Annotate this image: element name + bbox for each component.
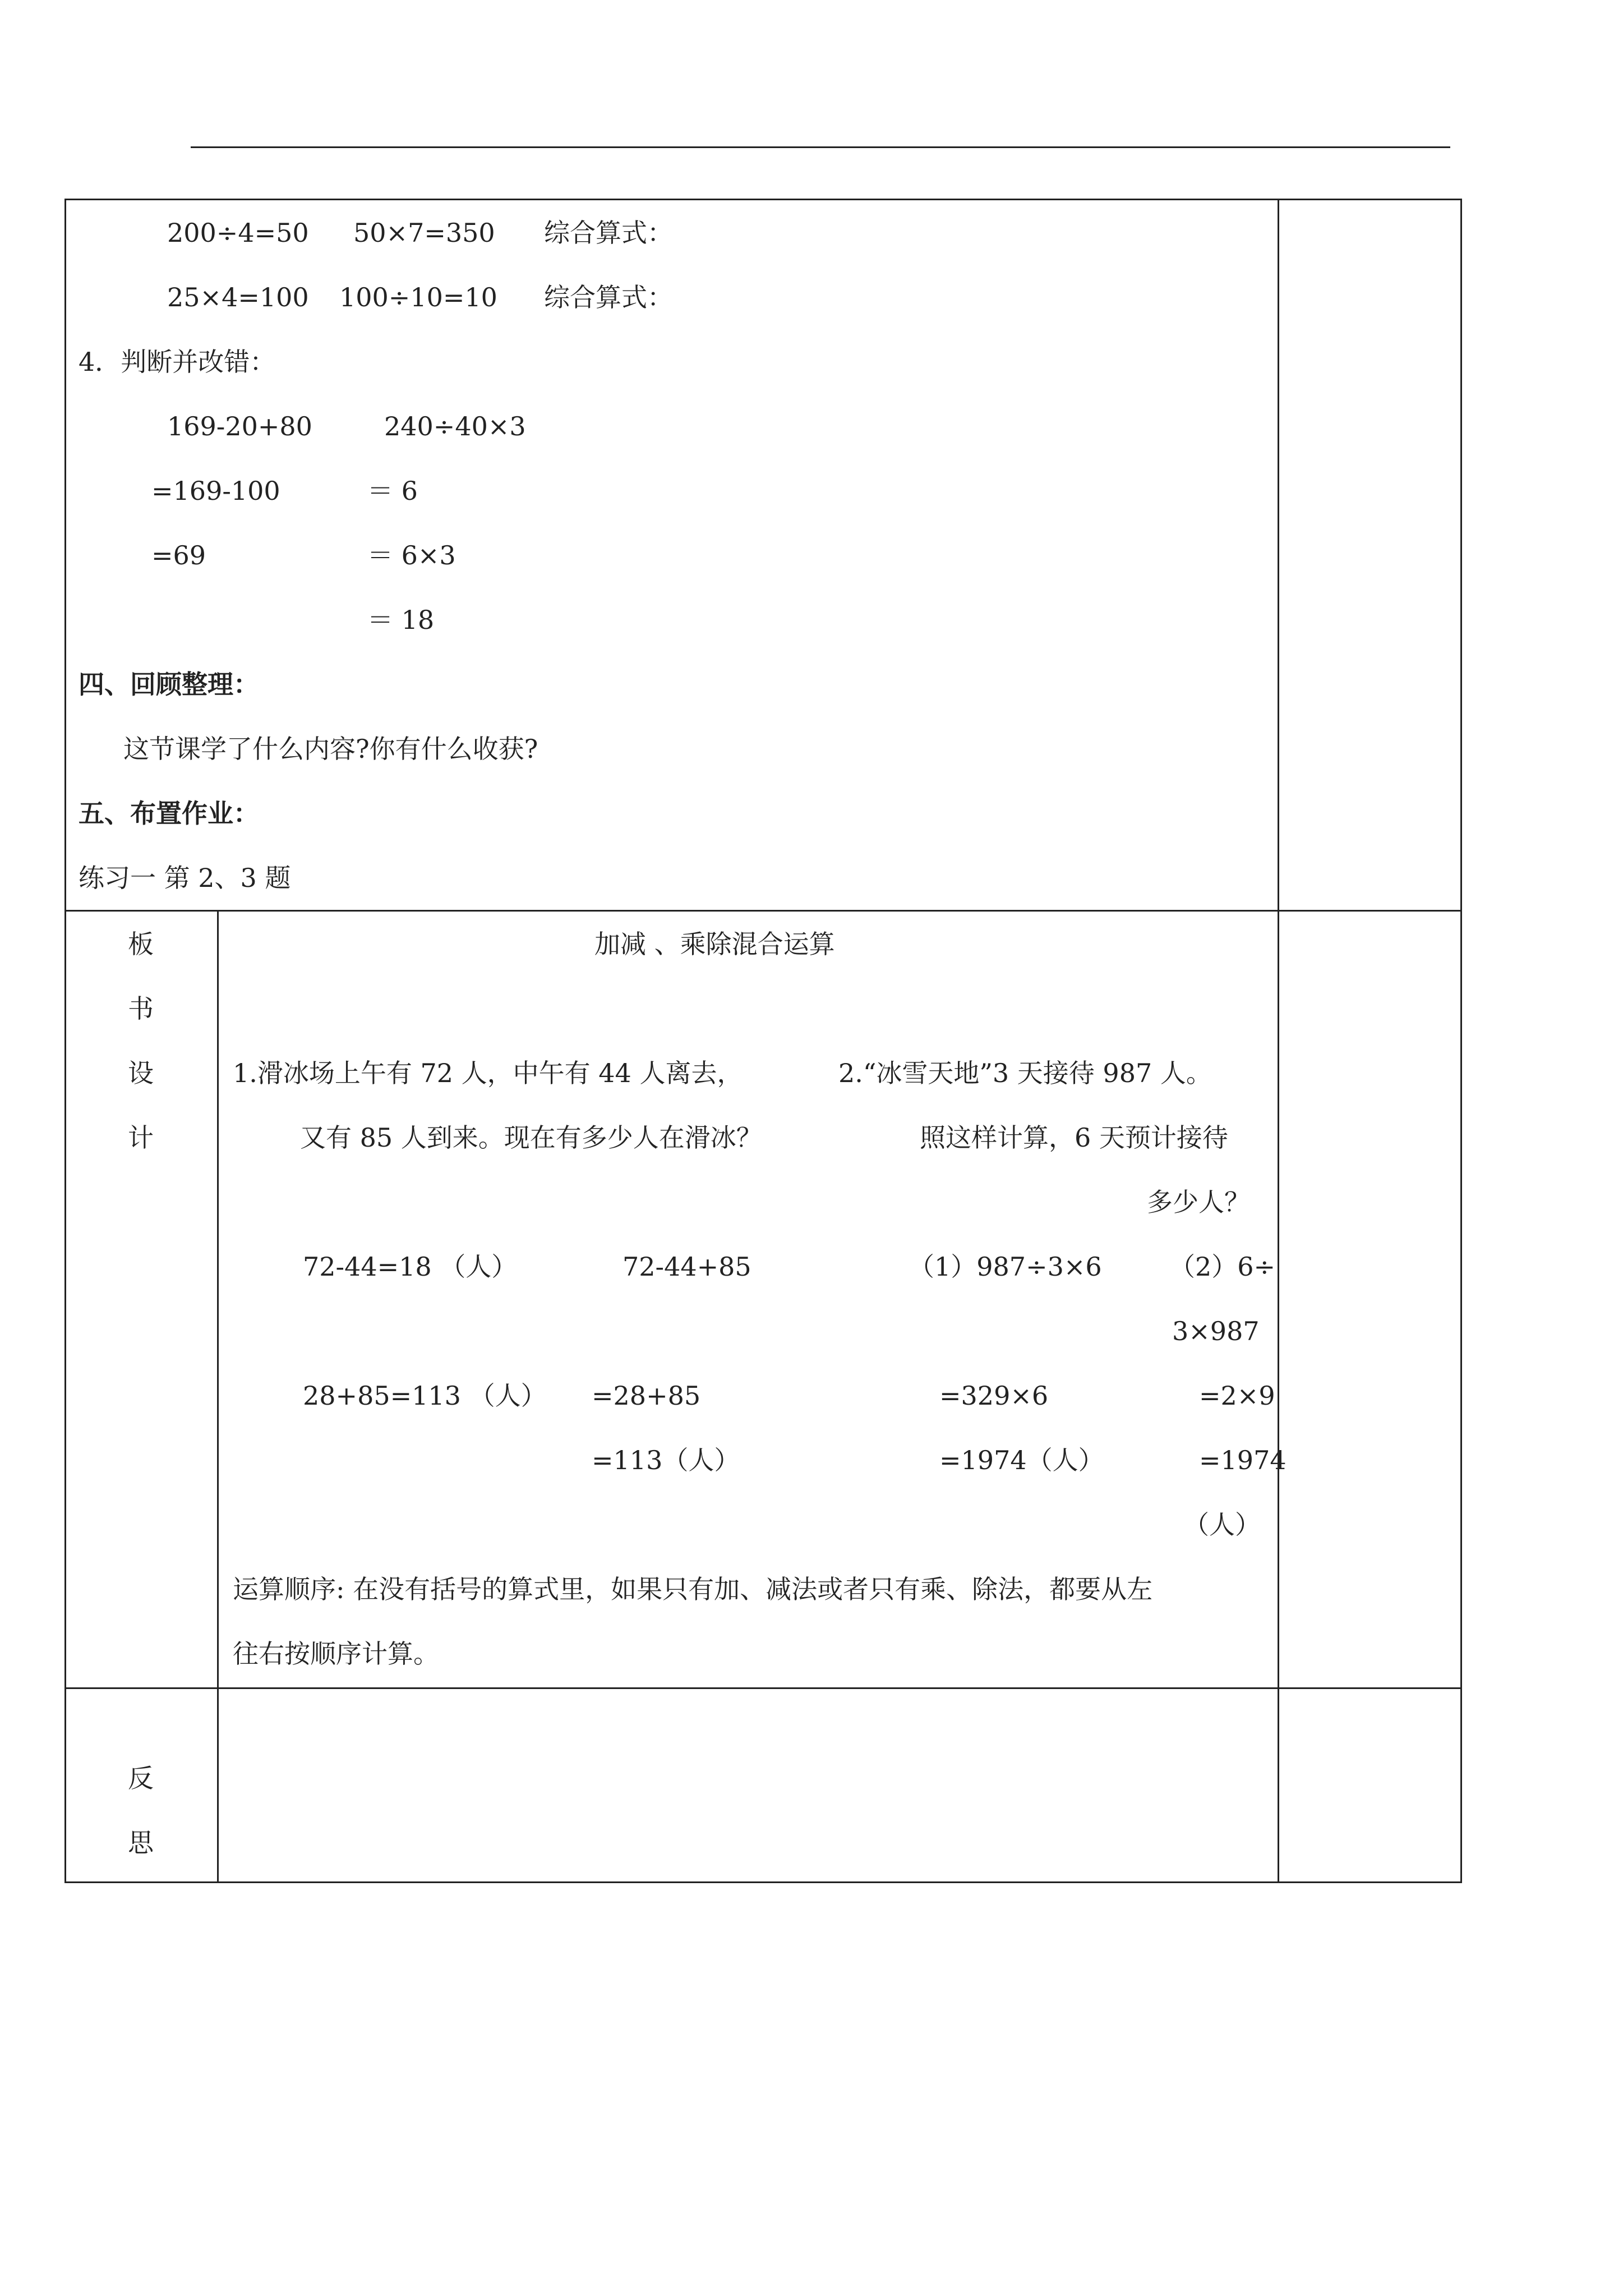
reflection-label-char-1: 反 <box>128 1763 154 1793</box>
operation-order-rule-line-1: 运算顺序: 在没有括号的算式里，如果只有加、减法或者只有乘、除法，都要从左 <box>233 1574 1153 1604</box>
problem-2-line-3: 多少人？ <box>1147 1187 1250 1217</box>
combined-formula-label-1: 综合算式： <box>544 218 673 248</box>
board-title: 加减 、乘除混合运算 <box>594 929 835 959</box>
operation-order-rule-line-2: 往右按顺序计算。 <box>233 1639 439 1669</box>
board-label-char-2: 书 <box>128 993 154 1024</box>
table-row-divider-2 <box>64 1687 1462 1689</box>
solution-2-step-3: =113（人） <box>592 1445 740 1475</box>
section-4-title: 四、回顾整理： <box>79 669 259 700</box>
right-calc-line-3: ＝ 6×3 <box>367 540 456 570</box>
combined-formula-label-2: 综合算式： <box>544 282 673 312</box>
problem-2-line-1: 2.“冰雪天地”3 天接待 987 人。 <box>838 1058 1212 1088</box>
solution-3-step-3: =1974（人） <box>939 1445 1104 1475</box>
table-row-divider-1 <box>64 910 1462 912</box>
solution-4-step-5: （人） <box>1183 1510 1261 1540</box>
section-4-text: 这节课学了什么内容?你有什么收获? <box>123 734 538 764</box>
solution-1-step-2: 28+85=113 （人） <box>303 1381 547 1411</box>
header-rule <box>191 146 1450 148</box>
board-label-char-3: 设 <box>128 1058 154 1088</box>
right-calc-line-1: 240÷40×3 <box>384 411 526 441</box>
table-notes-column-divider <box>1278 199 1279 1883</box>
problem-1-line-2: 又有 85 人到来。现在有多少人在滑冰？ <box>300 1122 762 1153</box>
section-5-title: 五、布置作业： <box>79 798 259 829</box>
table-right-border <box>1460 199 1462 1883</box>
solution-2-step-1: 72-44+85 <box>623 1251 751 1282</box>
solution-3-step-2: =329×6 <box>939 1381 1049 1411</box>
problem-2-line-2: 照这样计算，6 天预计接待 <box>920 1122 1228 1153</box>
right-calc-line-4: ＝ 18 <box>367 605 435 635</box>
solution-2-step-2: =28+85 <box>592 1381 701 1411</box>
board-label-char-4: 计 <box>128 1122 154 1153</box>
solution-1-step-1: 72-44=18 （人） <box>303 1251 518 1282</box>
section-5-text: 练习一 第 2、3 题 <box>79 863 291 893</box>
calc-2a: 25×4=100 <box>167 282 309 312</box>
table-bottom-border <box>64 1881 1462 1883</box>
solution-4-step-1: （2）6÷ <box>1169 1251 1276 1282</box>
solution-3-step-1: （1）987÷3×6 <box>909 1251 1102 1282</box>
solution-4-step-3: =2×9 <box>1199 1381 1275 1411</box>
board-label-char-1: 板 <box>128 929 154 959</box>
question-4-title: 4．判断并改错： <box>79 347 276 377</box>
table-label-column-divider <box>217 910 219 1883</box>
problem-1-line-1: 1.滑冰场上午有 72 人，中午有 44 人离去， <box>233 1058 743 1088</box>
table-top-border <box>64 199 1462 200</box>
calc-2b: 100÷10=10 <box>339 282 497 312</box>
reflection-label-char-2: 思 <box>128 1828 154 1858</box>
solution-4-step-4: =1974 <box>1199 1445 1287 1475</box>
left-calc-line-2: =169-100 <box>151 476 280 506</box>
solution-4-step-2: 3×987 <box>1172 1316 1260 1346</box>
table-left-border <box>64 199 66 1883</box>
left-calc-line-3: =69 <box>151 540 206 570</box>
calc-1a: 200÷4=50 <box>167 218 309 248</box>
calc-1b: 50×7=350 <box>353 218 495 248</box>
right-calc-line-2: ＝ 6 <box>367 476 418 506</box>
left-calc-line-1: 169-20+80 <box>167 411 312 441</box>
